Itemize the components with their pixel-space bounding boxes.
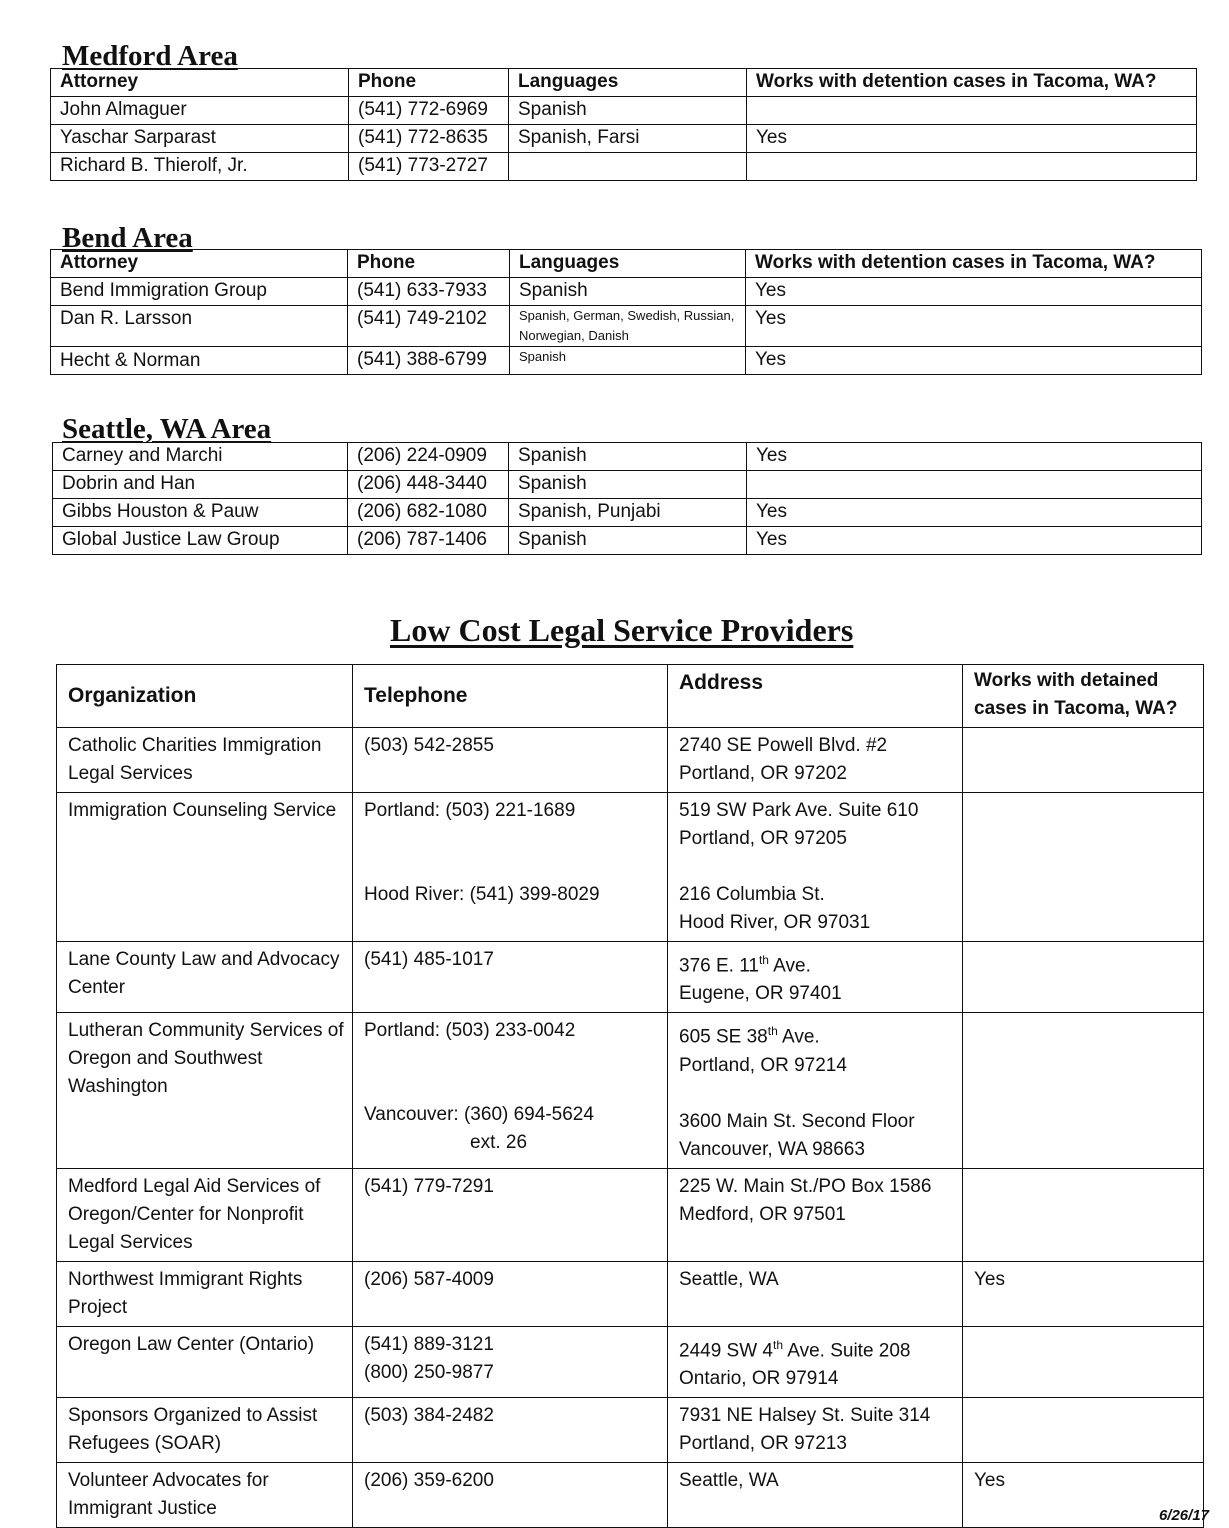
header-attorney: Attorney (51, 69, 349, 97)
attorney-phone: (541) 749-2102 (348, 306, 510, 347)
phone-line: Portland: (503) 221-1689 (364, 800, 576, 821)
address-line: Ontario, OR 97914 (679, 1367, 839, 1389)
attorney-phone: (541) 772-8635 (349, 125, 509, 153)
table-header-row (51, 250, 1202, 278)
table-row (53, 443, 1202, 471)
org-name: Immigration Counseling Service (57, 793, 353, 942)
table-row (57, 1261, 1204, 1326)
attorney-name: Gibbs Houston & Pauw (53, 499, 348, 527)
org-address (668, 942, 963, 1013)
org-works (963, 793, 1204, 942)
org-works (963, 1326, 1204, 1397)
medford-attorney-table (50, 68, 1197, 181)
attorney-languages: Spanish, Punjabi (509, 499, 747, 527)
table-row (51, 306, 1202, 347)
attorney-name: Hecht & Norman (51, 347, 348, 375)
org-phone (353, 793, 668, 942)
table-row (53, 499, 1202, 527)
org-works (963, 728, 1204, 793)
address-line: Portland, OR 97213 (679, 1432, 847, 1454)
org-name: Northwest Immigrant Rights Project (57, 1261, 353, 1326)
org-address (668, 1397, 963, 1462)
address-line: 3600 Main St. Second Floor (679, 1110, 915, 1132)
header-works-line1: Works with detained (974, 670, 1159, 691)
phone-line: (541) 889-3121 (364, 1333, 494, 1355)
org-phone: (541) 779-7291 (353, 1168, 668, 1261)
header-languages: Languages (509, 69, 747, 97)
header-organization: Organization (57, 665, 353, 728)
attorney-languages: Spanish (510, 278, 746, 306)
address-line: 2449 SW 4th Ave. Suite 208 (679, 1337, 911, 1361)
attorney-phone: (541) 773-2727 (349, 153, 509, 181)
attorney-works: Yes (747, 499, 1202, 527)
table-row (51, 153, 1197, 181)
org-name: Oregon Law Center (Ontario) (57, 1326, 353, 1397)
address-line: 376 E. 11th Ave. (679, 953, 811, 977)
org-name: Catholic Charities Immigration Legal Services (57, 728, 353, 793)
address-line: Hood River, OR 97031 (679, 912, 871, 933)
attorney-name: Dan R. Larsson (51, 306, 348, 347)
document-date: 6/26/17 (1158, 1507, 1209, 1524)
address-line: Vancouver, WA 98663 (679, 1138, 865, 1160)
address-line: Portland, OR 97202 (679, 763, 847, 784)
org-works: Yes (963, 1462, 1204, 1527)
org-name: Sponsors Organized to Assist Refugees (SOAR) (57, 1397, 353, 1462)
org-address: Seattle, WA (668, 1261, 963, 1326)
phone-line: Hood River: (541) 399-8029 (364, 884, 600, 905)
bend-attorney-table (50, 249, 1202, 375)
org-address (668, 728, 963, 793)
table-row (57, 1013, 1204, 1168)
org-name: Lutheran Community Services of Oregon and Southwest Washington (57, 1013, 353, 1168)
table-row (57, 942, 1204, 1013)
address-line: 2740 SE Powell Blvd. #2 (679, 735, 888, 756)
table-row (53, 527, 1202, 555)
header-languages: Languages (510, 250, 746, 278)
attorney-languages (509, 153, 747, 181)
attorney-works (747, 97, 1197, 125)
org-phone: (206) 359-6200 (353, 1462, 668, 1527)
attorney-languages: Spanish (509, 527, 747, 555)
address-line: 216 Columbia St. (679, 884, 825, 905)
address-line: Eugene, OR 97401 (679, 983, 842, 1005)
header-works-line2: cases in Tacoma, WA? (974, 698, 1178, 719)
attorney-works: Yes (747, 443, 1202, 471)
table-row (57, 1168, 1204, 1261)
table-row (57, 1462, 1204, 1527)
attorney-works: Yes (746, 347, 1202, 375)
org-phone: (541) 485-1017 (353, 942, 668, 1013)
attorney-name: Carney and Marchi (53, 443, 348, 471)
header-telephone: Telephone (353, 665, 668, 728)
phone-line: Portland: (503) 233-0042 (364, 1020, 576, 1042)
attorney-works (747, 153, 1197, 181)
org-name: Medford Legal Aid Services of Oregon/Center for Nonprofit Legal Services (57, 1168, 353, 1261)
table-row (57, 728, 1204, 793)
header-phone: Phone (348, 250, 510, 278)
attorney-name: Global Justice Law Group (53, 527, 348, 555)
seattle-area-title: Seattle, WA Area (62, 413, 272, 445)
table-row (51, 97, 1197, 125)
attorney-name: Dobrin and Han (53, 471, 348, 499)
attorney-name: John Almaguer (51, 97, 349, 125)
org-name: Volunteer Advocates for Immigrant Justice (57, 1462, 353, 1527)
medford-area-title: Medford Area (62, 40, 238, 72)
attorney-phone: (206) 682-1080 (348, 499, 509, 527)
org-phone: (503) 384-2482 (353, 1397, 668, 1462)
attorney-name: Yaschar Sarparast (51, 125, 349, 153)
table-row (51, 278, 1202, 306)
org-address (668, 1168, 963, 1261)
header-works: Works with detention cases in Tacoma, WA? (746, 250, 1202, 278)
table-header-row (57, 665, 1204, 728)
org-works (963, 1013, 1204, 1168)
attorney-phone: (541) 633-7933 (348, 278, 510, 306)
phone-extension: ext. 26 (470, 1132, 528, 1154)
org-address (668, 793, 963, 942)
phone-line: Vancouver: (360) 694-5624 (364, 1104, 594, 1126)
table-row (57, 1326, 1204, 1397)
org-phone (353, 1013, 668, 1168)
org-phone: (503) 542-2855 (353, 728, 668, 793)
low-cost-providers-title: Low Cost Legal Service Providers (390, 612, 854, 648)
attorney-works: Yes (747, 527, 1202, 555)
org-address (668, 1013, 963, 1168)
bend-area-title: Bend Area (62, 222, 193, 254)
phone-line: (800) 250-9877 (364, 1361, 494, 1383)
table-header-row (51, 69, 1197, 97)
attorney-name: Richard B. Thierolf, Jr. (51, 153, 349, 181)
address-line: Medford, OR 97501 (679, 1203, 846, 1225)
attorney-languages: Spanish (509, 443, 747, 471)
header-address: Address (668, 665, 963, 728)
address-line: 7931 NE Halsey St. Suite 314 (679, 1404, 931, 1426)
header-works: Works with detention cases in Tacoma, WA? (747, 69, 1197, 97)
org-phone: (206) 587-4009 (353, 1261, 668, 1326)
org-address (668, 1326, 963, 1397)
attorney-languages: Spanish, German, Swedish, Russian, Norwegian, Danish (510, 306, 746, 347)
address-line: 519 SW Park Ave. Suite 610 (679, 800, 919, 821)
org-works (963, 942, 1204, 1013)
header-works (963, 665, 1204, 728)
attorney-phone: (206) 448-3440 (348, 471, 509, 499)
attorney-languages: Spanish (509, 97, 747, 125)
org-address: Seattle, WA (668, 1462, 963, 1527)
org-works (963, 1168, 1204, 1261)
address-line: 605 SE 38th Ave. (679, 1024, 820, 1048)
org-works (963, 1397, 1204, 1462)
attorney-name: Bend Immigration Group (51, 278, 348, 306)
attorney-works: Yes (747, 125, 1197, 153)
attorney-languages: Spanish, Farsi (509, 125, 747, 153)
address-line: 225 W. Main St./PO Box 1586 (679, 1175, 932, 1197)
attorney-phone: (541) 388-6799 (348, 347, 510, 375)
org-name: Lane County Law and Advocacy Center (57, 942, 353, 1013)
attorney-works (747, 471, 1202, 499)
seattle-attorney-table (52, 442, 1202, 555)
table-row (57, 1397, 1204, 1462)
attorney-phone: (206) 224-0909 (348, 443, 509, 471)
address-line: Portland, OR 97205 (679, 828, 847, 849)
table-row (51, 125, 1197, 153)
address-line: Portland, OR 97214 (679, 1054, 847, 1076)
attorney-languages: Spanish (510, 347, 746, 375)
low-cost-providers-table (56, 664, 1204, 1528)
org-works: Yes (963, 1261, 1204, 1326)
attorney-phone: (206) 787-1406 (348, 527, 509, 555)
table-row (57, 793, 1204, 942)
org-phone (353, 1326, 668, 1397)
attorney-phone: (541) 772-6969 (349, 97, 509, 125)
table-row (53, 471, 1202, 499)
attorney-languages: Spanish (509, 471, 747, 499)
table-row (51, 347, 1202, 375)
header-phone: Phone (349, 69, 509, 97)
attorney-works: Yes (746, 306, 1202, 347)
attorney-works: Yes (746, 278, 1202, 306)
header-attorney: Attorney (51, 250, 348, 278)
